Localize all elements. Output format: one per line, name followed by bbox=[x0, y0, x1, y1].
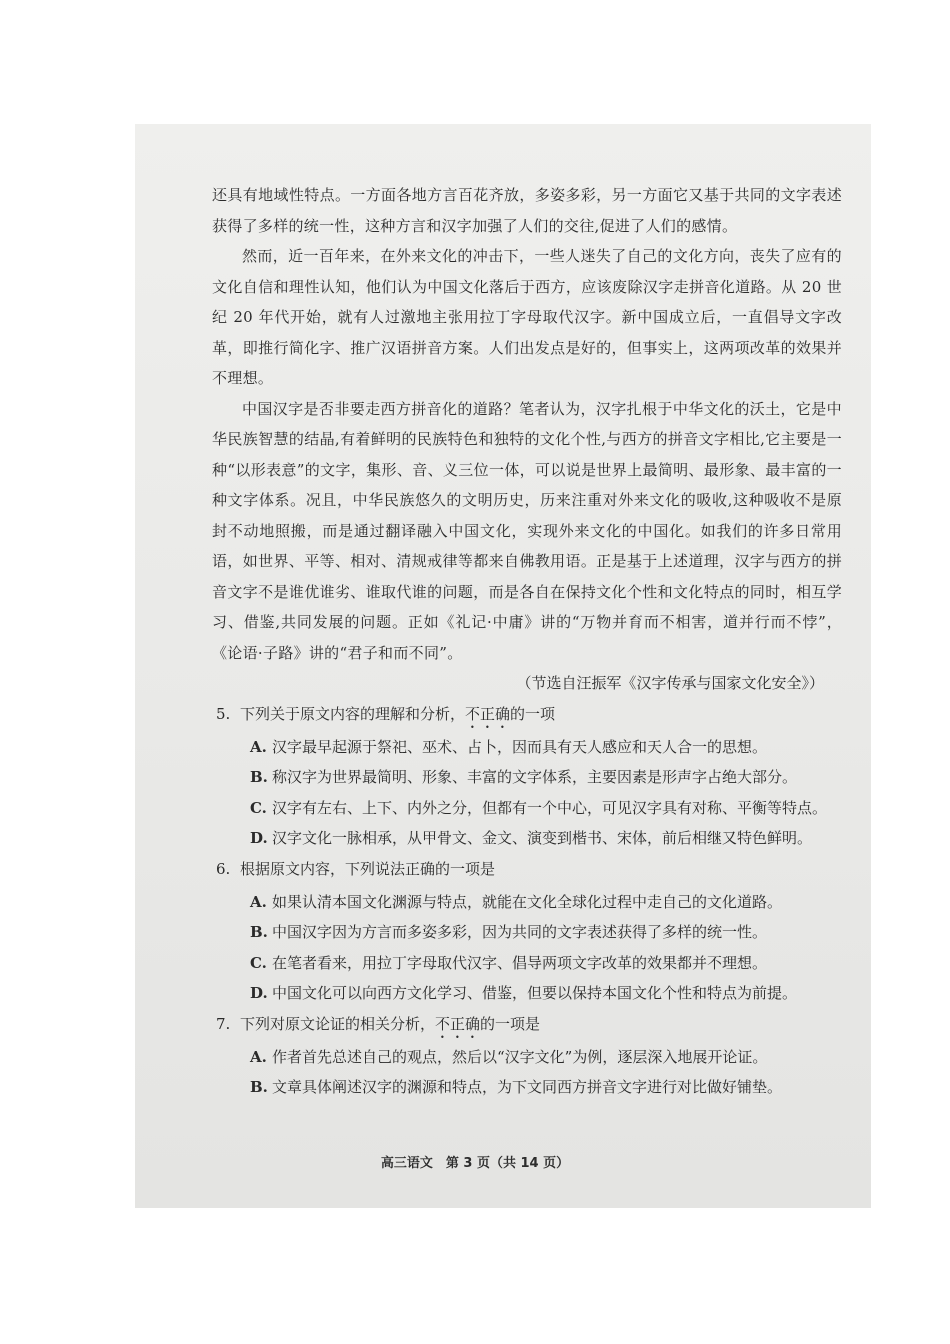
option-c: C. 在笔者看来，用拉丁字母取代汉字、倡导两项文字改革的效果都并不理想。 bbox=[250, 953, 768, 972]
question-number: 7. bbox=[216, 1014, 231, 1033]
option-a: A. 作者首先总述自己的观点，然后以“汉字文化”为例，逐层深入地展开论证。 bbox=[250, 1047, 768, 1066]
option-c: C. 汉字有左右、上下、内外之分，但都有一个中心，可见汉字具有对称、平衡等特点。 bbox=[250, 798, 828, 817]
passage-paragraph: 然而，近一百年来，在外来文化的冲击下，一些人迷失了自己的文化方向，丧失了应有的文化自信和理性认知，他们认为中国文化落后于西方，应该废除汉字走拼音化道路。从 20 世纪 20 年代开始，就有人过激地主张用拉丁字母取代汉字。新中国成立后，一直倡导文字改革，即推行简化字、推广汉语拼音方案。人们出发点是好的，但事实上，这两项改革的效果并不理想。 bbox=[212, 247, 842, 387]
option-b: B. 称汉字为世界最简明、形象、丰富的文字体系，主要因素是形声字占绝大部分。 bbox=[250, 768, 798, 786]
exam-page-content bbox=[212, 180, 842, 1103]
question-6 bbox=[216, 854, 842, 1009]
question-text: 下列关于原文内容的理解和分析，不正确的一项 bbox=[240, 704, 556, 723]
question-stem bbox=[216, 854, 842, 887]
option-a: A. 汉字最早起源于祭祀、巫术、占卜，因而具有天人感应和天人合一的思想。 bbox=[250, 737, 768, 756]
option-d: D. 中国文化可以向西方文化学习、借鉴，但要以保持本国文化个性和特点为前提。 bbox=[250, 984, 798, 1002]
question-number: 5. bbox=[216, 704, 231, 723]
question-stem bbox=[216, 699, 842, 732]
passage-paragraph: 还具有地域性特点。一方面各地方言百花齐放，多姿多彩，另一方面它又基于共同的文字表述获得了多样的统一性，这种方言和汉字加强了人们的交往,促进了人们的感情。 bbox=[212, 186, 842, 235]
question-7 bbox=[216, 1009, 842, 1103]
option-b: B. 文章具体阐述汉字的渊源和特点，为下文同西方拼音文字进行对比做好铺垫。 bbox=[250, 1078, 783, 1096]
passage-source: （节选自汪振军《汉字传承与国家文化安全》） bbox=[516, 674, 824, 692]
option-list bbox=[216, 732, 842, 854]
page-footer: 高三语文 第 3 页（共 14 页） bbox=[380, 1156, 570, 1171]
question-stem bbox=[216, 1009, 842, 1042]
question-text: 根据原文内容，下列说法正确的一项是 bbox=[240, 859, 496, 878]
passage-paragraph: 中国汉字是否非要走西方拼音化的道路？笔者认为，汉字扎根于中华文化的沃土，它是中华民族智慧的结晶,有着鲜明的民族特色和独特的文化个性,与西方的拼音文字相比,它主要是一种“以形表意”的文字，集形、音、义三位一体，可以说是世界上最简明、最形象、最丰富的一种文字体系。况且，中华民族悠久的文明历史，历来注重对外来文化的吸收,这种吸收不是原封不动地照搬，而是通过翻译融入中国文化，实现外来文化的中国化。如我们的许多日常用语，如世界、平等、相对、清规戒律等都来自佛教用语。正是基于上述道理，汉字与西方的拼音文字不是谁优谁劣、谁取代谁的问题，而是各自在保持文化个性和文化特点的同时，相互学习、借鉴,共同发展的问题。正如《礼记·中庸》讲的“万物并育而不相害，道并行而不悖”，《论语·子路》讲的“君子和而不同”。 bbox=[212, 399, 842, 662]
option-list bbox=[216, 887, 842, 1009]
question-number: 6. bbox=[216, 859, 231, 878]
question-text: 下列对原文论证的相关分析，不正确的一项是 bbox=[240, 1014, 541, 1033]
option-a: A. 如果认清本国文化渊源与特点，就能在文化全球化过程中走自己的文化道路。 bbox=[250, 892, 783, 911]
option-list bbox=[216, 1042, 842, 1103]
option-d: D. 汉字文化一脉相承，从甲骨文、金文、演变到楷书、宋体，前后相继又特色鲜明。 bbox=[250, 829, 813, 847]
option-b: B. 中国汉字因为方言而多姿多彩，因为共同的文字表述获得了多样的统一性。 bbox=[250, 923, 768, 941]
question-5 bbox=[216, 699, 842, 854]
